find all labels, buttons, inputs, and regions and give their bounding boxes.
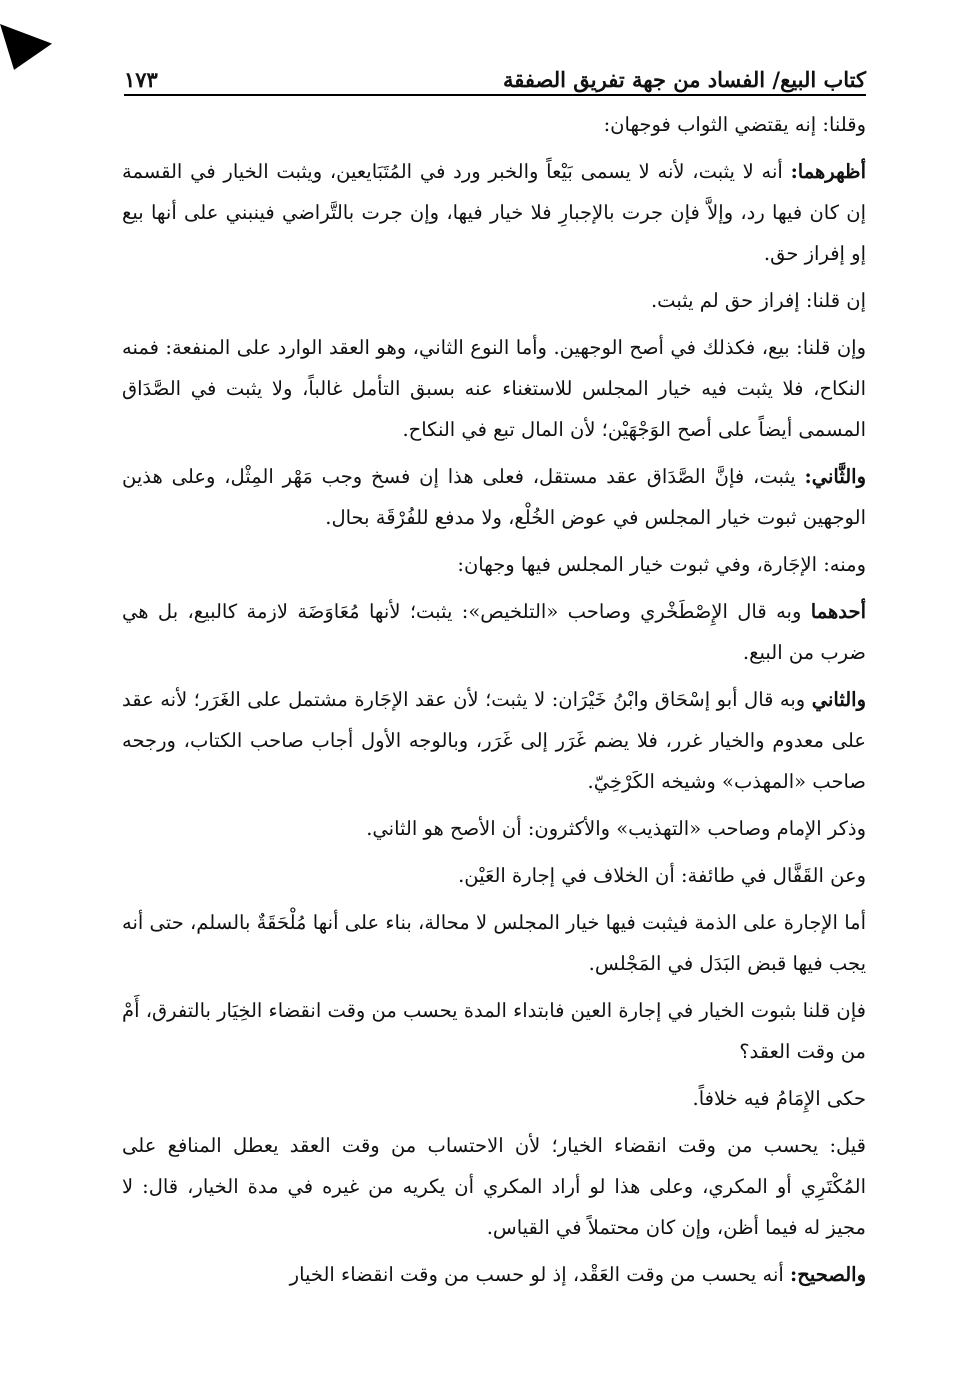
paragraph-lead: والثاني (811, 688, 866, 711)
paragraph (122, 679, 866, 802)
paragraph (122, 1125, 866, 1248)
paragraph-text: وإن قلنا: بيع، فكذلك في أصح الوجهين. وأما النوع الثاني، وهو العقد الوارد على المنفعة: فمنه النكاح، فلا يثبت فيه خيار المجلس للاستغناء عنه بسبق التأمل غالباً، ولا يثبت في الصَّدَاق المسمى أيضاً على أصح الوَجْهَيْن؛ لأن المال تبع في النكاح. (122, 336, 866, 441)
paragraph-text: إن قلنا: إفراز حق لم يثبت. (650, 289, 866, 312)
paragraph (122, 544, 866, 585)
paragraph (122, 280, 866, 321)
paragraph (122, 1078, 866, 1119)
paragraph (122, 855, 866, 896)
body-text (122, 104, 866, 1301)
paragraph-text: قيل: يحسب من وقت انقضاء الخيار؛ لأن الاحتساب من وقت العقد يعطل المنافع على المُكْتَرِي أو المكري، وعلى هذا لو أراد المكري أن يكريه من غيره في مدة الخيار، قال: لا مجيز له فيما أظن، وإن كان محتملاً في القياس. (122, 1134, 866, 1239)
paragraph-text: يثبت، فإنَّ الصَّدَاق عقد مستقل، فعلى هذا إن فسخ وجب مَهْر المِثْل، وعلى هذين الوجهين ثبوت خيار المجلس في عوض الخُلْع، ولا مدفع للفُرْقَة بحال. (122, 465, 866, 529)
paragraph-text: وعن القَفَّال في طائفة: أن الخلاف في إجارة العَيْن. (458, 864, 866, 887)
paragraph (122, 456, 866, 538)
paragraph-text: فإن قلنا بثبوت الخيار في إجارة العين فابتداء المدة يحسب من وقت انقضاء الخِيَار بالتفرق، أَمْ من وقت العقد؟ (122, 999, 866, 1063)
page-number: ١٧٣ (124, 67, 158, 92)
paragraph-lead: أظهرهما: (790, 160, 866, 183)
paragraph (122, 902, 866, 984)
running-header (124, 52, 866, 92)
paragraph-text: وقلنا: إنه يقتضي الثواب فوجهان: (603, 113, 866, 136)
paragraph (122, 990, 866, 1072)
paragraph (122, 104, 866, 145)
paragraph-lead: والصحيح: (790, 1263, 866, 1286)
paragraph (122, 151, 866, 274)
paragraph-text: حكى الإِمَامُ فيه خلافاً. (692, 1087, 866, 1110)
paragraph-text: وبه قال الإِصْطَخْري وصاحب «التلخيص»: يثبت؛ لأنها مُعَاوَضَة لازمة كالبيع، بل هي ضرب من البيع. (122, 600, 866, 664)
paragraph-lead: والثَّاني: (804, 465, 866, 488)
paragraph (122, 327, 866, 450)
paragraph-text: أما الإجارة على الذمة فيثبت فيها خيار المجلس لا محالة، بناء على أنها مُلْحَقَةٌ بالسلم، حتى أنه يجب فيها قبض البَدَل في المَجْلس. (122, 911, 866, 975)
paragraph (122, 808, 866, 849)
scan-corner-mark (0, 11, 56, 70)
paragraph (122, 591, 866, 673)
header-rule (124, 94, 866, 96)
paragraph (122, 1254, 866, 1295)
paragraph-lead: أحدهما (810, 600, 866, 623)
paragraph-text: وذكر الإمام وصاحب «التهذيب» والأكثرون: أن الأصح هو الثاني. (366, 817, 866, 840)
paragraph-text: ومنه: الإجَارة، وفي ثبوت خيار المجلس فيها وجهان: (457, 553, 866, 576)
paragraph-text: أنه يحسب من وقت العَقْد، إذ لو حسب من وقت انقضاء الخيار (289, 1263, 791, 1286)
paragraph-text: أنه لا يثبت، لأنه لا يسمى بَيْعاً والخبر ورد في المُتَبَايعين، ويثبت الخيار في القسمة إن كان فيها رد، وإلاَّ فإن جرت بالإجبارِ فلا خيار فيها، وإن جرت بالتَّراضي فينبني على أنها بيع إو إفراز حق. (122, 160, 866, 265)
paragraph-text: وبه قال أبو إسْحَاق وابْنُ خَيْرَان: لا يثبت؛ لأن عقد الإجَارة مشتمل على الغَرَر؛ لأنه عقد على معدوم والخيار غرر، فلا يضم غَرَر إلى غَرَر، وبالوجه الأول أجاب صاحب الكتاب، ورجحه صاحب «المهذب» وشيخه الكَرْخِيّ. (122, 688, 866, 793)
header-title: كتاب البيع/ الفساد من جهة تفريق الصفقة (503, 67, 866, 92)
